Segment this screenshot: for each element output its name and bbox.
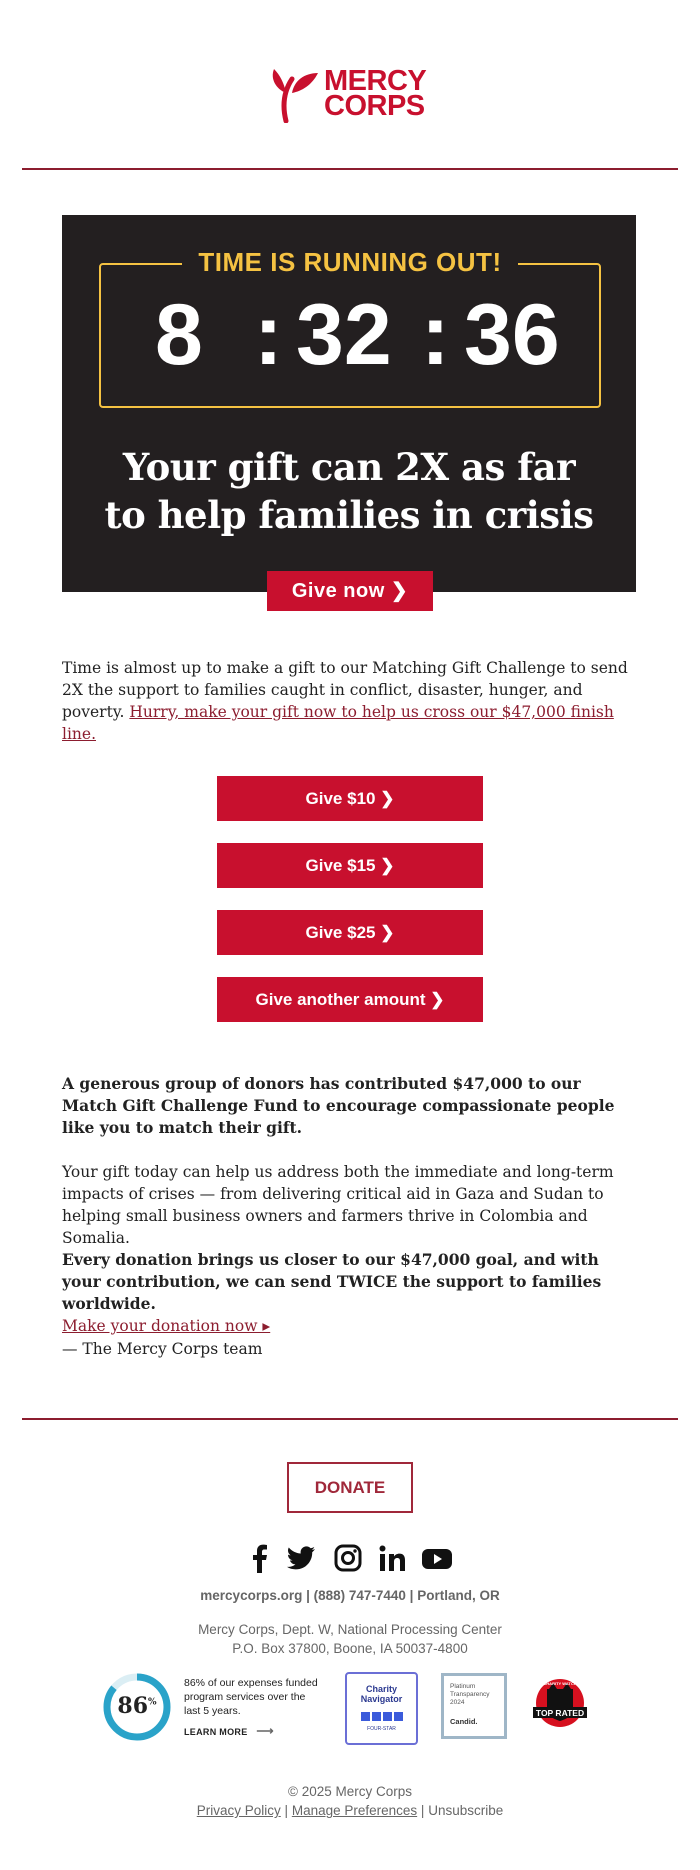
logo-word-1: MERCY xyxy=(324,65,427,97)
match-paragraph: A generous group of donors has contributed $47,000 to our Match Gift Challenge Fund to encourage compassionate people like you to match their gift. xyxy=(62,1074,615,1137)
header-divider xyxy=(22,168,678,170)
countdown-minutes: 32 xyxy=(296,287,392,383)
youtube-icon[interactable] xyxy=(421,1543,453,1573)
give-10-button[interactable]: Give $10 ❯ xyxy=(217,776,483,821)
star-icon xyxy=(394,1712,403,1721)
footer-address-line-2: P.O. Box 37800, Boone, IA 50037-4800 xyxy=(232,1641,468,1656)
facebook-icon[interactable] xyxy=(245,1543,275,1573)
link-separator: | xyxy=(284,1803,289,1818)
candid-label: Transparency xyxy=(450,1691,490,1698)
charity-navigator-sub: FOUR-STAR xyxy=(367,1726,396,1732)
countdown-seconds: 36 xyxy=(464,287,560,383)
give-15-button[interactable]: Give $15 ❯ xyxy=(217,843,483,888)
hero-headline xyxy=(62,443,636,539)
charity-navigator-name: Charity Navigator xyxy=(360,1684,403,1704)
star-icon xyxy=(383,1712,392,1721)
footer-contact: mercycorps.org | (888) 747-7440 | Portland, OR xyxy=(200,1588,500,1603)
make-donation-link[interactable]: Make your donation now ▸ xyxy=(62,1317,271,1335)
candid-name: Candid. xyxy=(450,1717,478,1726)
footer-donate-button[interactable]: DONATE xyxy=(287,1462,413,1513)
unsubscribe-link[interactable]: Unsubscribe xyxy=(428,1803,504,1818)
mercy-corps-leaf-icon xyxy=(268,65,320,123)
footer-divider xyxy=(22,1418,678,1420)
arrow-right-icon: ⟶ xyxy=(256,1724,274,1738)
charity-navigator-badge[interactable] xyxy=(345,1672,418,1745)
copyright: © 2025 Mercy Corps xyxy=(288,1784,412,1799)
link-separator: | xyxy=(420,1803,425,1818)
linkedin-icon[interactable] xyxy=(377,1543,407,1573)
mercy-corps-logo[interactable] xyxy=(268,64,428,124)
top-rated-badge[interactable] xyxy=(527,1675,593,1735)
countdown-hours: 8 xyxy=(155,287,203,383)
learn-more-link[interactable] xyxy=(184,1724,274,1738)
intro-text: Time is almost up to make a gift to our Matching Gift Challenge to send 2X the support to families caught in conflict, disaster, hunger, and poverty. xyxy=(62,659,628,721)
countdown-separator: : xyxy=(254,287,283,383)
intro-donate-link[interactable]: Hurry, make your gift now to help us cross our $47,000 finish line. xyxy=(62,703,614,743)
goal-paragraph xyxy=(62,1249,642,1337)
hero-headline-line-2: to help families in crisis xyxy=(104,493,594,537)
give-now-button[interactable]: Give now ❯ xyxy=(267,571,433,611)
top-rated-small-label: CHARITY WATCH xyxy=(543,1681,577,1686)
footer-address-line-1: Mercy Corps, Dept. W, National Processing Center xyxy=(198,1622,502,1637)
four-star-rating xyxy=(347,1712,416,1721)
efficiency-value xyxy=(102,1693,172,1719)
efficiency-number: 86 xyxy=(117,1693,149,1719)
privacy-policy-link[interactable]: Privacy Policy xyxy=(196,1803,281,1818)
star-icon xyxy=(361,1712,370,1721)
signoff: — The Mercy Corps team xyxy=(62,1340,263,1358)
hero-headline-line-1: Your gift can 2X as far xyxy=(122,445,576,489)
efficiency-text: 86% of our expenses funded program services over the last 5 years. xyxy=(184,1677,318,1717)
candid-transparency-badge[interactable] xyxy=(441,1673,507,1739)
instagram-icon[interactable] xyxy=(333,1543,363,1573)
twitter-icon[interactable] xyxy=(286,1543,316,1573)
manage-preferences-link[interactable]: Manage Preferences xyxy=(291,1803,418,1818)
goal-text: Every donation brings us closer to our $47,000 goal, and with your contribution, we can send TWICE the support to families worldwide. xyxy=(62,1250,602,1313)
star-icon xyxy=(372,1712,381,1721)
efficiency-percent-sign: % xyxy=(148,1697,157,1708)
logo-word-2: CORPS xyxy=(324,90,425,122)
intro-paragraph xyxy=(62,657,640,745)
countdown-separator: : xyxy=(421,287,450,383)
impact-paragraph: Your gift today can help us address both the immediate and long-term impacts of crises — from delivering critical aid in Gaza and Sudan to helping small business owners and farmers thrive in Colombia and Somalia. xyxy=(62,1163,614,1247)
footer-legal-links xyxy=(0,1803,700,1818)
candid-level: Platinum xyxy=(450,1683,476,1690)
candid-year: 2024 xyxy=(450,1699,465,1706)
learn-more-label: LEARN MORE xyxy=(184,1727,248,1737)
countdown-label: TIME IS RUNNING OUT! xyxy=(182,247,518,277)
top-rated-label: TOP RATED xyxy=(535,1708,585,1718)
give-25-button[interactable]: Give $25 ❯ xyxy=(217,910,483,955)
give-other-amount-button[interactable]: Give another amount ❯ xyxy=(217,977,483,1022)
